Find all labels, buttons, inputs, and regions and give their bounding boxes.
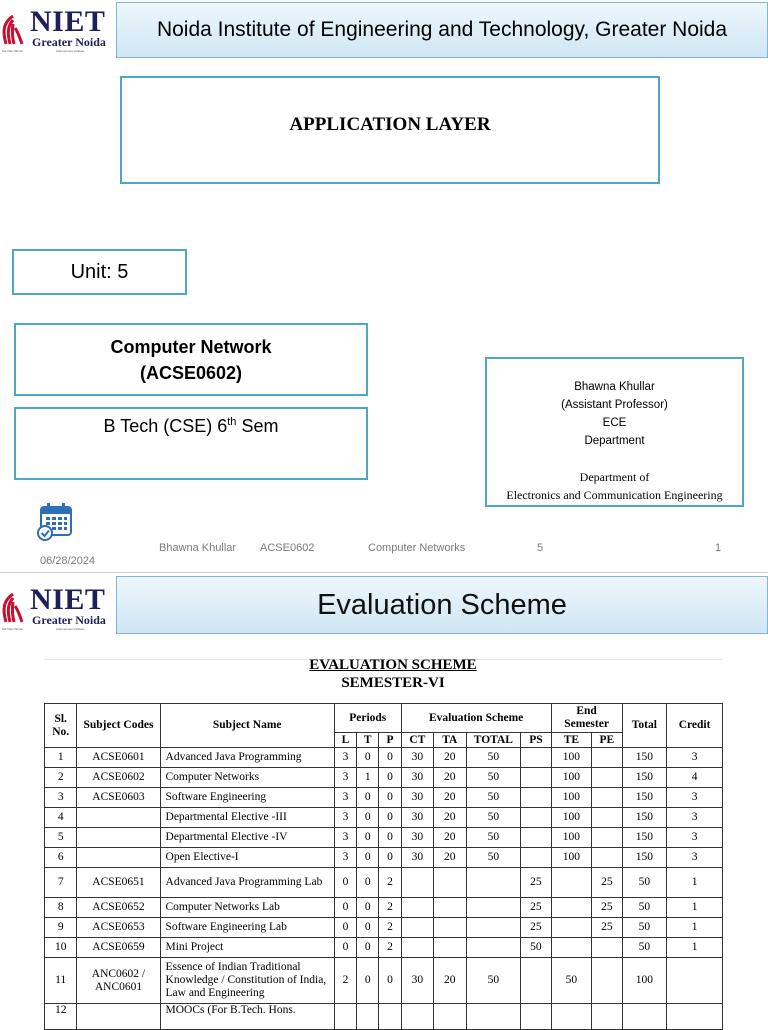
table-cell: [434, 1004, 466, 1030]
table-cell: [357, 1004, 379, 1030]
table-cell: 10: [45, 938, 77, 958]
table-cell: 50: [622, 938, 667, 958]
header-credit: Credit: [667, 704, 723, 748]
table-cell: 3: [667, 828, 723, 848]
table-cell: 50: [466, 828, 521, 848]
header-total-sub: TOTAL: [466, 733, 521, 748]
program-box: [14, 407, 368, 480]
table-cell: 20: [434, 748, 466, 768]
table-cell: 25: [592, 868, 622, 898]
table-cell: 50: [521, 938, 551, 958]
table-cell: 30: [401, 748, 433, 768]
table-cell: 50: [466, 808, 521, 828]
table-row: [45, 828, 723, 848]
table-cell: 0: [379, 808, 401, 828]
table-cell: 3: [334, 788, 356, 808]
course-code: (ACSE0602): [139, 362, 243, 383]
niet-emblem-icon: [0, 592, 26, 626]
table-cell: 30: [401, 848, 433, 868]
course-name: Computer Network: [110, 336, 272, 357]
header-codes: Subject Codes: [77, 704, 160, 748]
table-cell: Essence of Indian Traditional Knowledge / Constitution of India, Law and Engineering: [160, 958, 334, 1004]
topic-title: APPLICATION LAYER: [289, 114, 491, 135]
table-cell: 3: [334, 768, 356, 788]
table-row: [45, 768, 723, 788]
faculty-dept-short: ECE: [602, 417, 627, 429]
table-cell: [401, 868, 433, 898]
table-cell: [521, 848, 551, 868]
table-cell: 3: [667, 848, 723, 868]
niet-emblem-icon: [0, 14, 26, 48]
table-cell: 0: [357, 938, 379, 958]
table-cell: 50: [466, 748, 521, 768]
table-cell: [466, 898, 521, 918]
table-cell: 20: [434, 848, 466, 868]
table-cell: [379, 1004, 401, 1030]
table-cell: Advanced Java Programming: [160, 748, 334, 768]
table-cell: 4: [667, 768, 723, 788]
table-cell: [592, 828, 622, 848]
table-cell: 50: [622, 918, 667, 938]
table-cell: 11: [45, 958, 77, 1004]
table-cell: 25: [592, 918, 622, 938]
table-cell: 3: [334, 828, 356, 848]
program-suffix: Sem: [236, 416, 279, 436]
table-cell: [334, 1004, 356, 1030]
table-cell: [521, 788, 551, 808]
table-cell: ACSE0602: [77, 768, 160, 788]
table-cell: 0: [334, 918, 356, 938]
table-cell: 100: [551, 848, 592, 868]
table-cell: 5: [45, 828, 77, 848]
table-cell: 3: [667, 808, 723, 828]
table-row: [45, 938, 723, 958]
table-cell: [77, 1004, 160, 1030]
footer-code: ACSE0602: [260, 542, 315, 554]
faculty-designation: (Assistant Professor): [561, 399, 668, 411]
table-cell: 25: [521, 868, 551, 898]
table-cell: [551, 1004, 592, 1030]
table-cell: 0: [357, 898, 379, 918]
table-cell: 3: [45, 788, 77, 808]
header-t: T: [357, 733, 379, 748]
table-cell: 20: [434, 828, 466, 848]
unit-label: Unit: 5: [70, 260, 129, 283]
table-row: [45, 748, 723, 768]
table-cell: 0: [379, 828, 401, 848]
table-cell: Software Engineering: [160, 788, 334, 808]
table-cell: [521, 768, 551, 788]
topic-box: [120, 76, 660, 184]
table-cell: 0: [334, 898, 356, 918]
table-cell: 9: [45, 918, 77, 938]
table-cell: 150: [622, 788, 667, 808]
table-cell: [434, 938, 466, 958]
logo-small-text: Autonomous Institute: [56, 627, 85, 631]
header-pe: PE: [592, 733, 622, 748]
table-row: [45, 898, 723, 918]
table-cell: 30: [401, 958, 433, 1004]
footer-date: 06/28/2024: [40, 555, 96, 567]
table-cell: [466, 1004, 521, 1030]
table-cell: 0: [379, 748, 401, 768]
table-cell: 50: [622, 898, 667, 918]
footer-author: Bhawna Khullar: [159, 542, 237, 554]
table-cell: [77, 828, 160, 848]
table-cell: 100: [551, 768, 592, 788]
niet-logo-2: [0, 584, 112, 632]
table-cell: ACSE0653: [77, 918, 160, 938]
table-cell: 25: [521, 918, 551, 938]
header-evaluation: Evaluation Scheme: [401, 704, 551, 733]
table-cell: 2: [334, 958, 356, 1004]
table-cell: [434, 898, 466, 918]
table-cell: Departmental Elective -III: [160, 808, 334, 828]
table-cell: 1: [357, 768, 379, 788]
table-cell: 0: [357, 788, 379, 808]
table-cell: 0: [379, 788, 401, 808]
table-cell: 7: [45, 868, 77, 898]
header-te: TE: [551, 733, 592, 748]
table-cell: ACSE0651: [77, 868, 160, 898]
table-cell: 0: [357, 958, 379, 1004]
header-ct: CT: [401, 733, 433, 748]
logo-brand: NIET: [30, 583, 106, 616]
table-cell: 2: [379, 868, 401, 898]
table-cell: 20: [434, 768, 466, 788]
table-cell: [77, 808, 160, 828]
faculty-dept-line2: Electronics and Communication Engineering: [506, 488, 723, 502]
unit-box: [12, 249, 187, 295]
table-cell: 30: [401, 808, 433, 828]
table-row: [45, 788, 723, 808]
table-cell: 150: [622, 748, 667, 768]
table-cell: 1: [667, 938, 723, 958]
table-cell: 20: [434, 808, 466, 828]
table-cell: 0: [357, 868, 379, 898]
table-cell: 2: [45, 768, 77, 788]
header-end-semester: End Semester: [551, 704, 622, 733]
table-cell: [667, 1004, 723, 1030]
table-cell: 8: [45, 898, 77, 918]
table-cell: 150: [622, 768, 667, 788]
table-cell: 30: [401, 768, 433, 788]
table-cell: 0: [357, 848, 379, 868]
table-row: [45, 808, 723, 828]
table-cell: [521, 1004, 551, 1030]
table-cell: 3: [334, 748, 356, 768]
header-ta: TA: [434, 733, 466, 748]
table-cell: 50: [622, 868, 667, 898]
table-title: EVALUATION SCHEME: [309, 657, 477, 673]
course-box: [14, 323, 368, 396]
footer-unit: 5: [537, 542, 544, 554]
header-subject-name: Subject Name: [160, 704, 334, 748]
table-cell: 50: [551, 958, 592, 1004]
table-cell: 3: [667, 748, 723, 768]
program-superscript: th: [227, 416, 237, 428]
table-cell: [667, 958, 723, 1004]
table-cell: 1: [667, 898, 723, 918]
table-cell: 150: [622, 828, 667, 848]
table-cell: Open Elective-I: [160, 848, 334, 868]
table-cell: [551, 938, 592, 958]
table-cell: Mini Project: [160, 938, 334, 958]
table-cell: [521, 808, 551, 828]
table-cell: ACSE0603: [77, 788, 160, 808]
table-cell: 50: [466, 958, 521, 1004]
table-cell: [466, 868, 521, 898]
faculty-dept-word: Department: [584, 435, 645, 447]
table-cell: 100: [551, 788, 592, 808]
table-cell: 0: [357, 748, 379, 768]
logo-small-text: Autonomous Institute: [56, 49, 85, 53]
table-cell: 1: [45, 748, 77, 768]
table-cell: 1: [667, 918, 723, 938]
table-cell: 3: [334, 808, 356, 828]
table-cell: 3: [667, 788, 723, 808]
table-cell: [592, 938, 622, 958]
table-cell: 50: [466, 768, 521, 788]
table-cell: 100: [551, 808, 592, 828]
table-cell: 150: [622, 848, 667, 868]
table-cell: 12: [45, 1004, 77, 1030]
niet-logo: [0, 6, 112, 54]
faculty-dept-line1: Department of: [579, 470, 650, 484]
table-cell: [77, 848, 160, 868]
header-sl: Sl. No.: [45, 704, 77, 748]
table-cell: MOOCs (For B.Tech. Hons.: [160, 1004, 334, 1030]
footer-page: 1: [715, 542, 722, 554]
table-cell: 20: [434, 788, 466, 808]
table-cell: 3: [334, 848, 356, 868]
footer-subject: Computer Networks: [368, 542, 466, 554]
program-text: B Tech (CSE) 6: [103, 416, 228, 436]
table-cell: [401, 898, 433, 918]
header-periods: Periods: [334, 704, 401, 733]
table-cell: ANC0602 / ANC0601: [77, 958, 160, 1004]
table-cell: Computer Networks Lab: [160, 898, 334, 918]
table-cell: ACSE0652: [77, 898, 160, 918]
table-cell: [551, 868, 592, 898]
table-cell: [434, 918, 466, 938]
table-cell: 30: [401, 788, 433, 808]
table-cell: 0: [357, 808, 379, 828]
header-ps: PS: [521, 733, 551, 748]
table-cell: [466, 918, 521, 938]
table-heading: [0, 656, 768, 692]
faculty-name: Bhawna Khullar: [574, 381, 655, 393]
table-cell: 0: [379, 958, 401, 1004]
table-cell: [521, 748, 551, 768]
table-cell: [592, 848, 622, 868]
institute-title: Noida Institute of Engineering and Technology, Greater Noida: [156, 18, 728, 41]
table-cell: 100: [551, 748, 592, 768]
logo-brand: NIET: [30, 5, 106, 38]
table-cell: [592, 808, 622, 828]
table-cell: 50: [466, 788, 521, 808]
table-cell: 2: [379, 918, 401, 938]
logo-subtitle: Greater Noida: [32, 613, 106, 627]
table-cell: [592, 958, 622, 1004]
table-cell: 150: [622, 808, 667, 828]
table-row: [45, 958, 723, 1004]
table-cell: 0: [357, 828, 379, 848]
table-cell: 100: [551, 828, 592, 848]
table-cell: [401, 1004, 433, 1030]
table-cell: 0: [379, 768, 401, 788]
table-cell: 100: [622, 958, 667, 1004]
table-cell: 2: [379, 898, 401, 918]
table-cell: 2: [379, 938, 401, 958]
faculty-box: [485, 357, 744, 507]
table-cell: [521, 828, 551, 848]
table-cell: [521, 958, 551, 1004]
table-cell: Advanced Java Programming Lab: [160, 868, 334, 898]
table-row: [45, 918, 723, 938]
semester-label: SEMESTER-VI: [341, 675, 445, 691]
table-cell: [592, 788, 622, 808]
table-cell: [551, 898, 592, 918]
evaluation-table-body: [45, 748, 723, 1030]
table-cell: 4: [45, 808, 77, 828]
calendar-icon[interactable]: [36, 502, 74, 542]
logo-subtitle: Greater Noida: [32, 35, 106, 49]
table-row: [45, 868, 723, 898]
table-cell: [592, 768, 622, 788]
logo-motto: Kar Nav Nirman: [2, 627, 24, 631]
table-cell: [592, 1004, 622, 1030]
table-cell: [401, 938, 433, 958]
table-cell: 25: [521, 898, 551, 918]
table-cell: 0: [334, 938, 356, 958]
table-cell: 6: [45, 848, 77, 868]
slide-title: Evaluation Scheme: [317, 588, 567, 621]
table-cell: 0: [334, 868, 356, 898]
table-cell: 25: [592, 898, 622, 918]
table-row: [45, 1004, 723, 1030]
table-cell: 1: [667, 868, 723, 898]
header-l: L: [334, 733, 356, 748]
table-cell: ACSE0601: [77, 748, 160, 768]
table-cell: 0: [357, 918, 379, 938]
table-cell: [434, 868, 466, 898]
logo-motto: Kar Nav Nirman: [2, 49, 24, 53]
table-cell: [622, 1004, 667, 1030]
table-row: [45, 848, 723, 868]
table-cell: 0: [379, 848, 401, 868]
evaluation-table: [44, 703, 723, 1030]
header-p: P: [379, 733, 401, 748]
table-cell: [401, 918, 433, 938]
table-cell: 20: [434, 958, 466, 1004]
table-cell: Departmental Elective -IV: [160, 828, 334, 848]
table-cell: [466, 938, 521, 958]
header-total: Total: [622, 704, 667, 748]
table-cell: Computer Networks: [160, 768, 334, 788]
table-cell: ACSE0659: [77, 938, 160, 958]
evaluation-header: [116, 576, 768, 634]
table-cell: Software Engineering Lab: [160, 918, 334, 938]
table-cell: 50: [466, 848, 521, 868]
institute-header: [116, 2, 768, 58]
table-cell: [592, 748, 622, 768]
table-cell: 30: [401, 828, 433, 848]
table-cell: [551, 918, 592, 938]
evaluation-table-wrap: [44, 703, 723, 1030]
